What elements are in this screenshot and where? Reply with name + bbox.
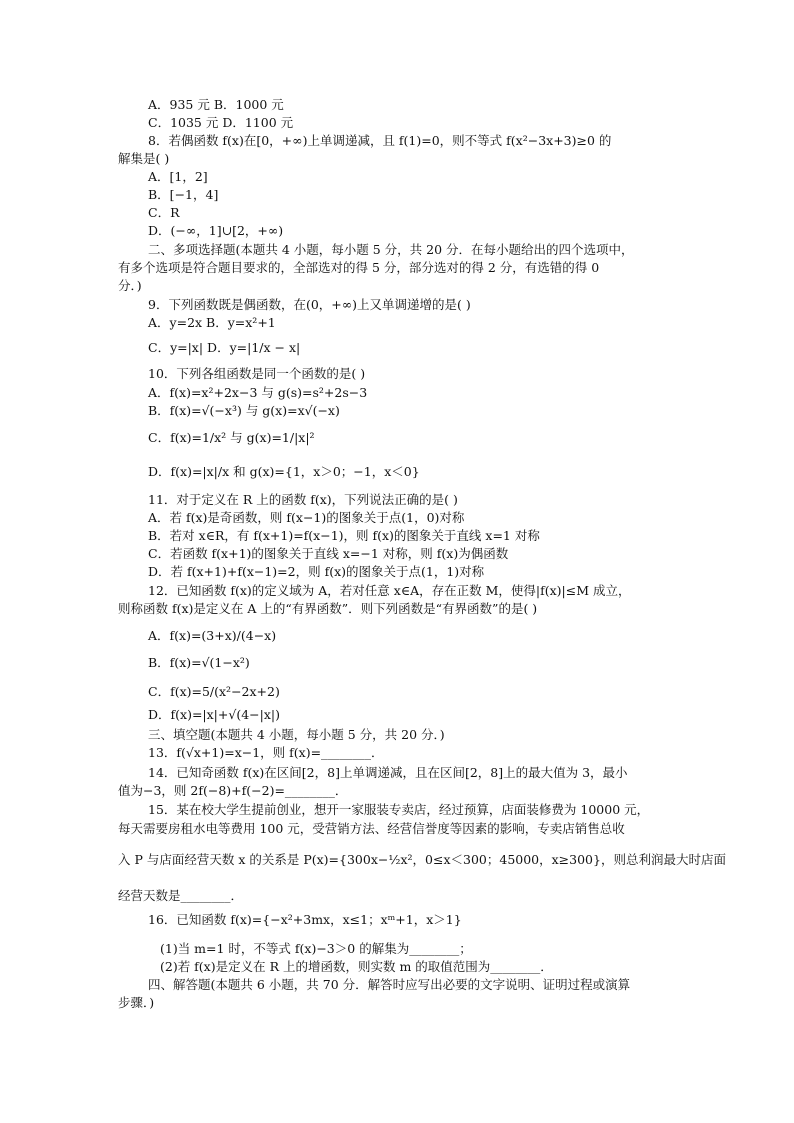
q12-stem-line2: 则称函数 f(x)是定义在 A 上的“有界函数”．则下列函数是“有界函数”的是( )	[118, 601, 538, 616]
q8-option-b: B．[−1，4]	[148, 187, 219, 202]
q10-stem: 10．下列各组函数是同一个函数的是( )	[148, 366, 366, 381]
q15-line4: 经营天数是________．	[118, 888, 244, 903]
q8-stem-line2: 解集是( )	[118, 151, 170, 166]
q16-part1: (1)当 m=1 时，不等式 f(x)−3＞0 的解集为________；	[160, 941, 472, 956]
q8-option-d: D．(−∞，1]∪[2，+∞)	[148, 223, 284, 238]
section4-heading-line1: 四、解答题(本题共 6 小题，共 70 分．解答时应写出必要的文字说明、证明过程或演算	[148, 977, 631, 992]
section4-heading-line2: 步骤．)	[118, 995, 155, 1010]
q15-line2: 每天需要房租水电等费用 100 元，受营销方法、经营信誉度等因素的影响，专卖店销售总收	[118, 821, 625, 836]
section3-heading: 三、填空题(本题共 4 小题，每小题 5 分，共 20 分．)	[148, 727, 445, 742]
q12-stem-line1: 12．已知函数 f(x)的定义域为 A，若对任意 x∈A，存在正数 M，使得|f(x)|≤M 成立，	[148, 583, 631, 598]
q12-option-d: D．f(x)=|x|+√(4−|x|)	[148, 707, 280, 722]
q12-option-b: B．f(x)=√(1−x²)	[148, 655, 250, 670]
q10-option-a: A．f(x)=x²+2x−3 与 g(s)=s²+2s−3	[148, 385, 368, 400]
q15-line3: 入 P 与店面经营天数 x 的关系是 P(x)={300x−½x²，0≤x＜300；45000，x≥300}，则总利润最大时店面	[118, 852, 726, 867]
q11-option-a: A．若 f(x)是奇函数，则 f(x−1)的图象关于点(1，0)对称	[148, 510, 465, 525]
q7-options-cd: C．1035 元 D．1100 元	[148, 115, 294, 130]
q9-stem: 9．下列函数既是偶函数，在(0，+∞)上又单调递增的是( )	[148, 297, 471, 312]
q9-options-ab: A．y=2x B．y=x²+1	[148, 315, 276, 330]
q14-line1: 14．已知奇函数 f(x)在区间[2，8]上单调递减，且在区间[2，8]上的最大值为 3，最小	[148, 765, 628, 780]
q11-option-c: C．若函数 f(x+1)的图象关于直线 x=−1 对称，则 f(x)为偶函数	[148, 546, 509, 561]
q14-line2: 值为−3，则 2f(−8)+f(−2)=________．	[118, 783, 348, 798]
q11-option-d: D．若 f(x+1)+f(x−1)=2，则 f(x)的图象关于点(1，1)对称	[148, 564, 485, 579]
q11-option-b: B．若对 x∈R，有 f(x+1)=f(x−1)，则 f(x)的图象关于直线 x=1 对称	[148, 528, 540, 543]
q12-option-c: C．f(x)=5/(x²−2x+2)	[148, 684, 280, 699]
q8-option-a: A．[1，2]	[148, 169, 208, 184]
q9-options-cd: C．y=|x| D．y=|1/x − x|	[148, 340, 301, 355]
q7-options-ab: A．935 元 B．1000 元	[148, 97, 284, 112]
q10-option-c: C．f(x)=1/x² 与 g(x)=1/|x|²	[148, 430, 315, 445]
q12-option-a: A．f(x)=(3+x)/(4−x)	[148, 628, 277, 643]
q16-part2: (2)若 f(x)是定义在 R 上的增函数，则实数 m 的取值范围为________．	[160, 959, 553, 974]
q8-stem-line1: 8．若偶函数 f(x)在[0，+∞)上单调递减，且 f(1)=0，则不等式 f(x²−3x+3)≥0 的	[148, 133, 612, 148]
q16-stem: 16．已知函数 f(x)={−x²+3mx，x≤1；xᵐ+1，x＞1}	[148, 912, 462, 927]
q10-option-b: B．f(x)=√(−x³) 与 g(x)=x√(−x)	[148, 403, 340, 418]
q11-stem: 11．对于定义在 R 上的函数 f(x)，下列说法正确的是( )	[148, 492, 458, 507]
q10-option-d: D．f(x)=|x|/x 和 g(x)={1，x＞0；−1，x＜0}	[148, 464, 420, 479]
q8-option-c: C．R	[148, 205, 180, 220]
q15-line1: 15．某在校大学生提前创业，想开一家服装专卖店，经过预算，店面装修费为 10000 元，	[148, 802, 650, 817]
section2-heading-line1: 二、多项选择题(本题共 4 小题，每小题 5 分，共 20 分．在每小题给出的四个选项中，	[148, 242, 634, 257]
q13: 13．f(√x+1)=x−1，则 f(x)=________．	[148, 745, 384, 760]
section2-heading-line2: 有多个选项是符合题目要求的，全部选对的得 5 分，部分选对的得 2 分，有选错的得 0	[118, 260, 600, 275]
section2-heading-line3: 分．)	[118, 278, 142, 293]
